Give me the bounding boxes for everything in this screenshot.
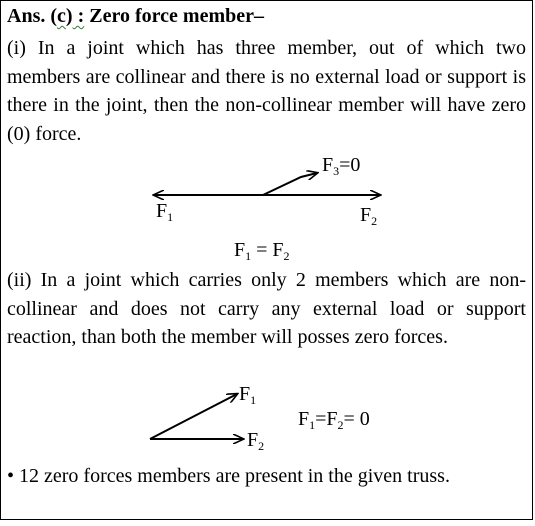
heading-prefix: Ans. ( [7,5,58,27]
label-f2-bottom: $F_2$ [247,429,265,453]
eq1-equals: = F [251,239,284,261]
answer-option: c [57,5,66,27]
rule-two-text: (ii) In a joint which carries only 2 members which are non-collinear and does not carry any external load or support reaction, than both the member will posses zero forces. [7,269,526,348]
eq1-f: F [234,239,246,261]
eq1-sub2: 2 [283,249,290,263]
heading-colon: : [72,5,85,27]
eq2-zero: = 0 [343,408,370,430]
label-f1-bottom: $F_1$ [239,383,257,407]
eq1-sub1: 1 [245,249,252,263]
heading-close-paren: ) [65,5,73,27]
rule-one-text: (i) In a joint which has three member, out of which two members are collinear and there is no external load or support is there in the joint, then the non-collinear member will have zero (0) force. [7,37,526,145]
figure-two-member-joint [1,1,535,526]
heading-title: Zero force member– [84,5,264,27]
eq2-equals: =F [315,408,338,430]
eq2-sub1: 1 [309,418,316,432]
eq2-sub2: 2 [337,418,344,432]
label-f1-top: $F_1$ [156,200,174,224]
eq2-f: F [298,408,310,430]
bullet-conclusion: • 12 zero forces members are present in the given truss. [7,465,450,487]
label-f3: $F_3=0$ [322,154,361,178]
inclined-member-arrow [150,394,237,439]
label-f2-top: $F_2$ [360,204,378,228]
equation-forces-zero [298,408,370,431]
